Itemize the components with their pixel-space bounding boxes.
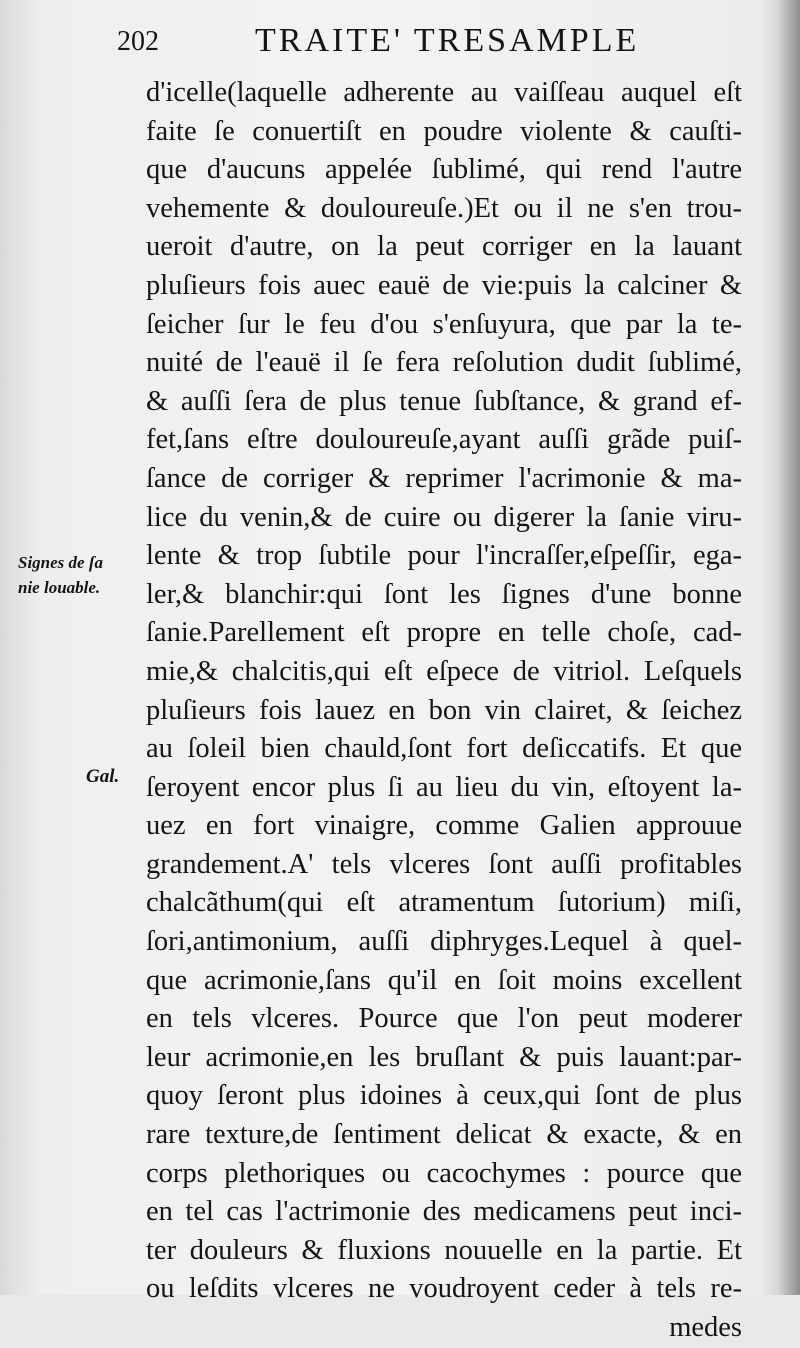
text-line: grandement.A' tels vlceres ſont auſſi profitables: [146, 848, 742, 880]
text-line: fet,ſans eſtre douloureuſe,ayant auſſi grãde puiſ-: [146, 424, 742, 456]
text-line: ler,& blanchir:qui ſont les ſignes d'une bonne: [146, 578, 742, 610]
text-line: rare texture,de ſentiment delicat & exacte, & en: [146, 1119, 742, 1151]
text-line: lice du venin,& de cuire ou digerer la ſanie viru-: [146, 501, 742, 533]
text-line: lente & trop ſubtile pour l'incraſſer,eſpeſſir, ega-: [146, 540, 742, 572]
text-line: ter douleurs & fluxions nouuelle en la partie. Et: [146, 1234, 742, 1266]
gutter-shadow: [778, 0, 800, 1295]
text-line: leur acrimonie,en les bruſlant & puis lauant:par-: [146, 1041, 742, 1073]
text-line: vehemente & douloureuſe.)Et ou il ne s'en trou-: [146, 192, 742, 224]
margin-note-galien: Gal.: [86, 766, 120, 787]
text-line: mie,& chalcitis,qui eſt eſpece de vitriol. Leſquels: [146, 655, 742, 687]
text-line: ſeicher ſur le feu d'ou s'enſuyura, que par la te-: [146, 308, 742, 340]
text-line: en tels vlceres. Pource que l'on peut moderer: [146, 1003, 742, 1035]
text-line: que acrimonie,ſans qu'il en ſoit moins excellent: [146, 964, 742, 996]
page-number: 202: [117, 26, 159, 57]
text-line: ou leſdits vlceres ne voudroyent ceder à tels re-: [146, 1273, 742, 1305]
text-line: au ſoleil bien chauld,ſont fort deſiccatifs. Et que: [146, 733, 742, 765]
text-line: quoy ſeront plus idoines à ceux,qui ſont de plus: [146, 1080, 742, 1112]
text-line: ueroit d'autre, on la peut corriger en la lauant: [146, 231, 742, 263]
margin-note-signes-line1: Signes de ſa: [18, 553, 103, 572]
text-line: faite ſe conuertiſt en poudre violente & cauſti-: [146, 115, 742, 147]
text-line: chalcãthum(qui eſt atramentum ſutorium) miſi,: [146, 887, 742, 919]
text-line: ſance de corriger & reprimer l'acrimonie & ma-: [146, 462, 742, 494]
text-line: uez en fort vinaigre, comme Galien approuue: [146, 810, 742, 842]
text-line: nuité de l'eauë il ſe fera reſolution dudit ſublimé,: [146, 347, 742, 379]
text-line: ſori,antimonium, auſſi diphryges.Lequel à quel-: [146, 926, 742, 958]
text-line: pluſieurs fois auec eauë de vie:puis la calciner &: [146, 269, 742, 301]
catchword: medes: [669, 1312, 742, 1343]
margin-note-signes-line2: nie louable.: [18, 578, 101, 597]
text-line: en tel cas l'actrimonie des medicamens peut inci-: [146, 1196, 742, 1228]
body-text: [146, 74, 742, 1348]
text-line: pluſieurs fois lauez en bon vin clairet, & ſeichez: [146, 694, 742, 726]
text-line: d'icelle(laquelle adherente au vaiſſeau auquel eſt: [146, 77, 742, 108]
page-header: [0, 22, 800, 62]
running-title: TRAITE' TRESAMPLE: [255, 22, 640, 59]
text-line: corps plethoriques ou cacochymes : pource que: [146, 1157, 742, 1189]
text-line: que d'aucuns appelée ſublimé, qui rend l'autre: [146, 154, 742, 186]
text-line: & auſſi ſera de plus tenue ſubſtance, & grand ef-: [146, 385, 742, 417]
text-line: ſeroyent encor plus ſi au lieu du vin, eſtoyent la-: [146, 771, 742, 803]
text-line: ſanie.Parellement eſt propre en telle choſe, cad-: [146, 617, 742, 649]
